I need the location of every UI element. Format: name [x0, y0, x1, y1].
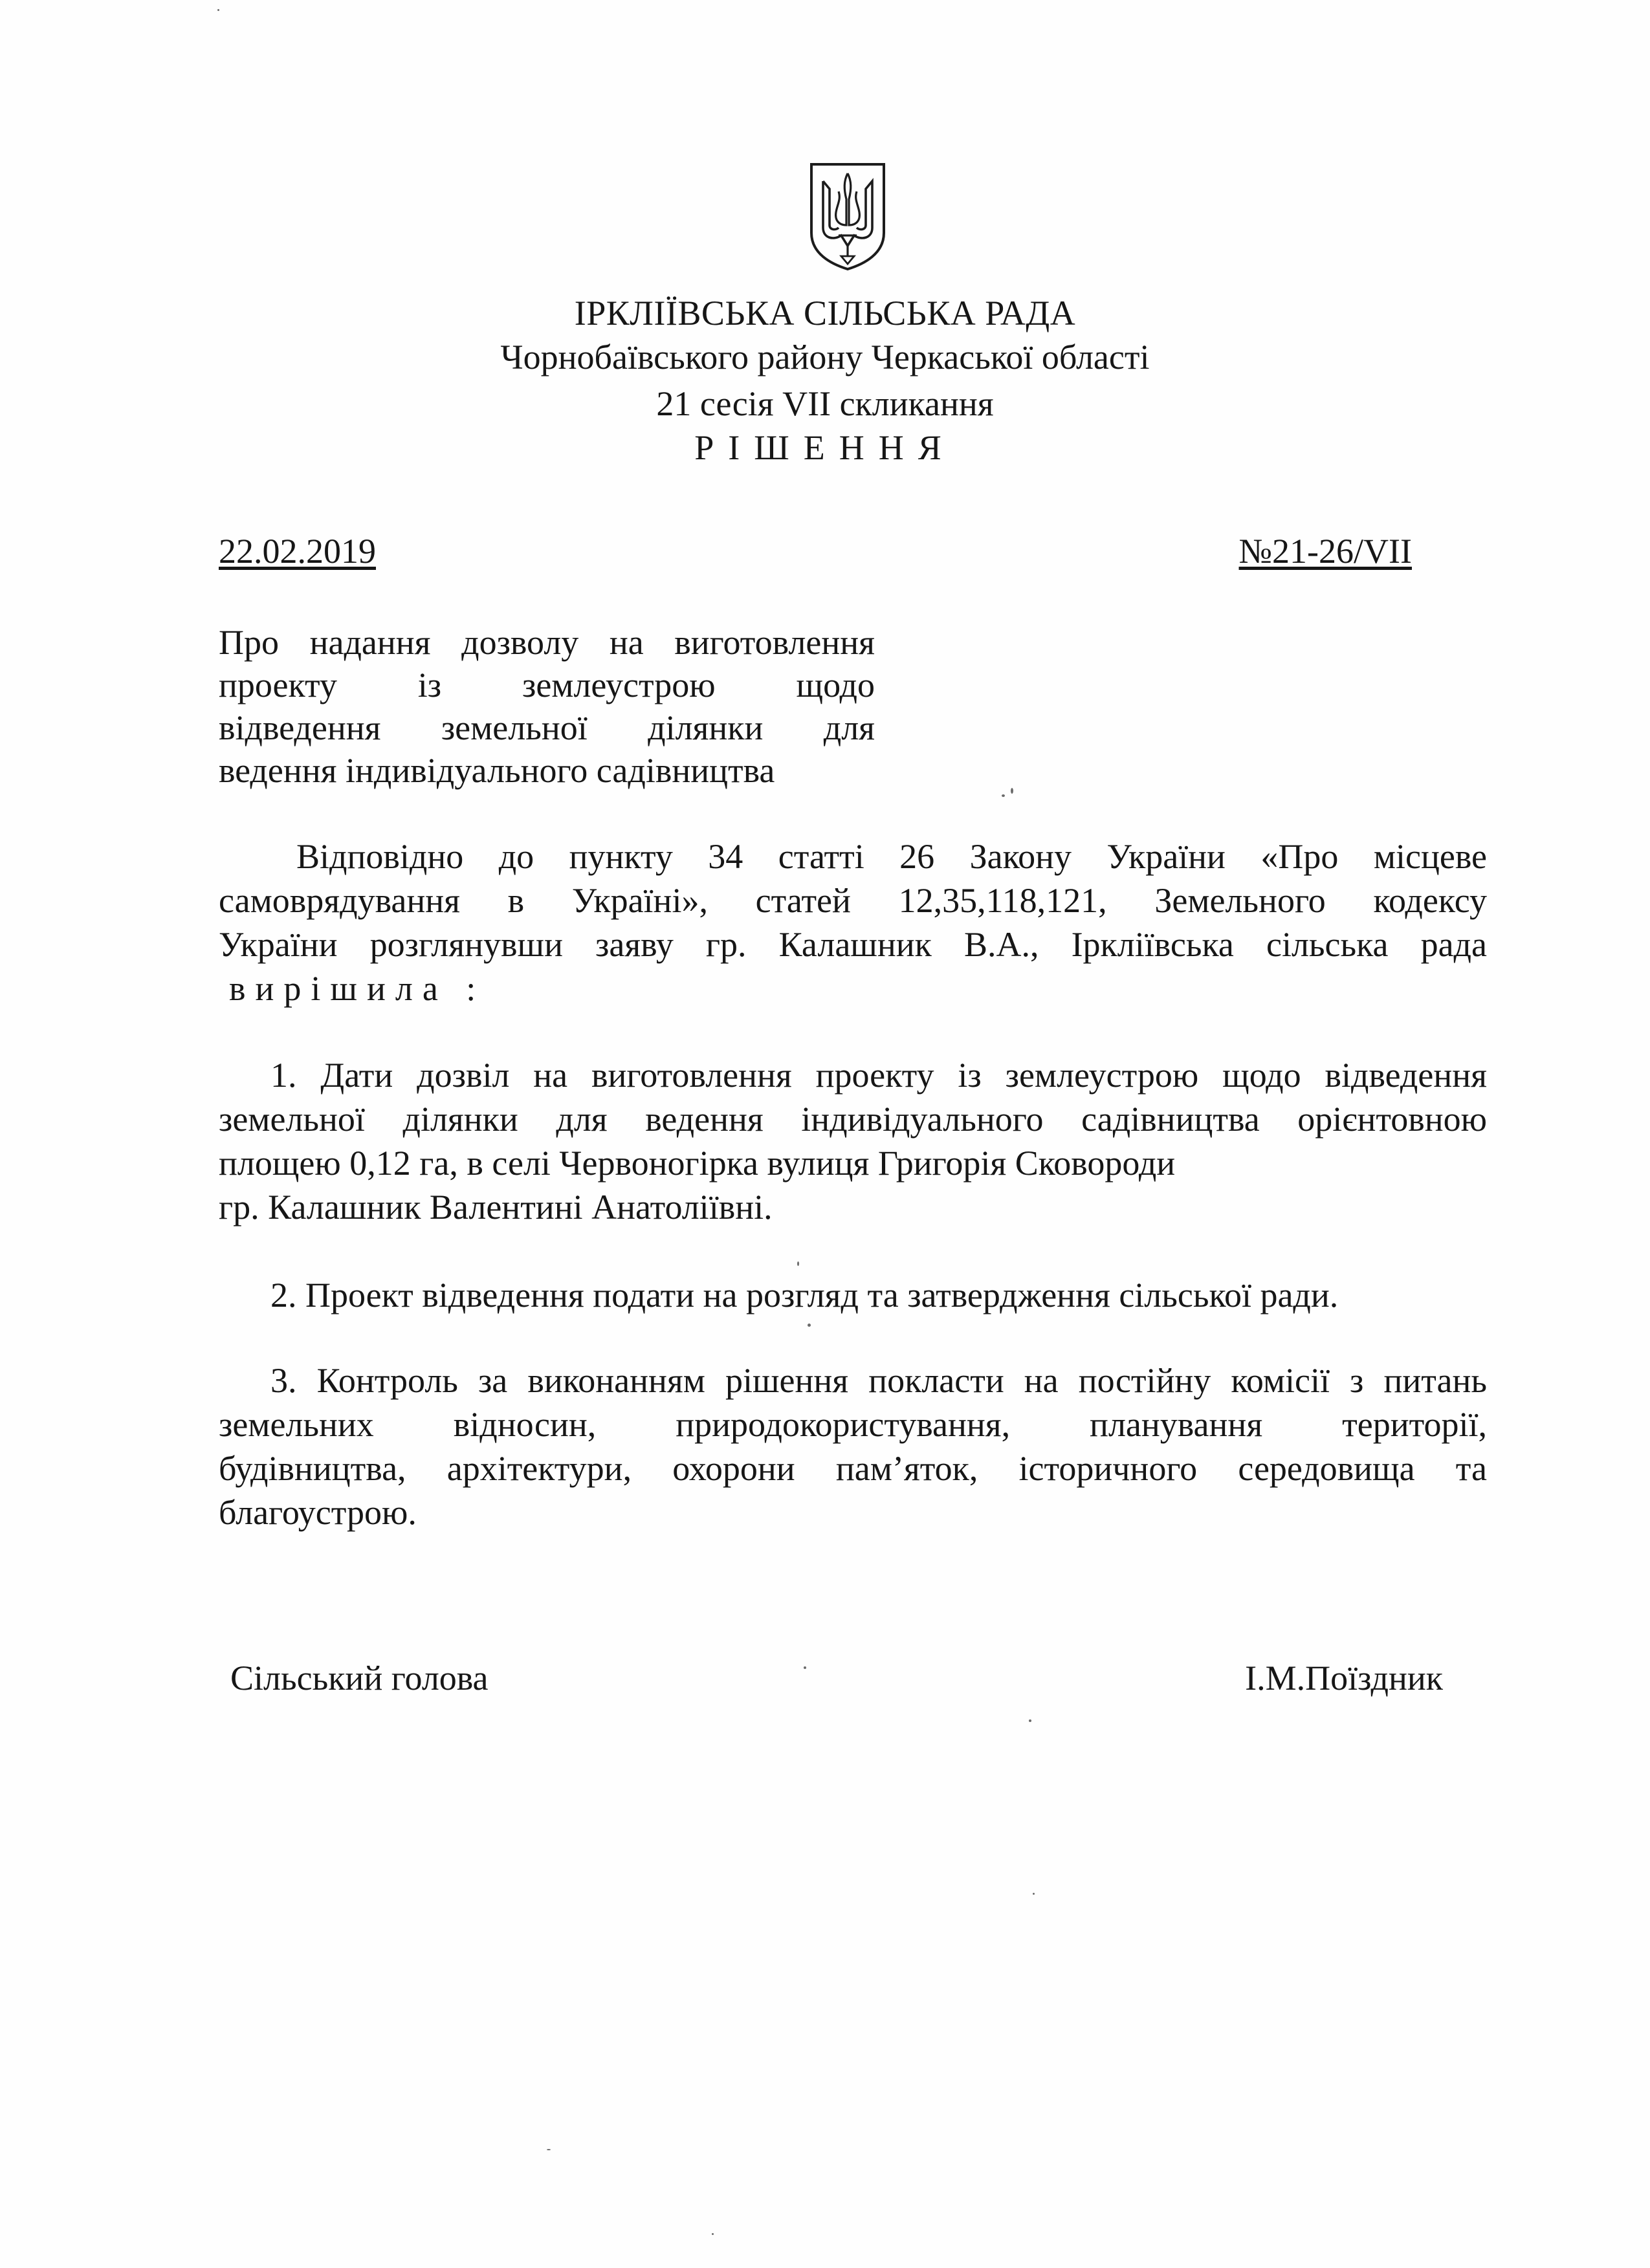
item-line: земельних відносин, природокористування, планування території,: [219, 1405, 1487, 1444]
decision-date: 22.02.2019: [219, 532, 376, 571]
item-line: 1. Дати дозвіл на виготовлення проекту із землеустрою щодо відведення: [270, 1056, 1487, 1095]
subject-line: проекту із землеустрою щодо: [219, 666, 875, 704]
subject-line: Про надання дозволу на виготовлення: [219, 623, 875, 662]
scan-speck: [1033, 1893, 1035, 1895]
scan-speck: [712, 2233, 714, 2235]
council-name: ІРКЛІЇВСЬКА СІЛЬСЬКА РАДА: [574, 294, 1076, 333]
preamble-line: Відповідно до пункту 34 статті 26 Закону України «Про місцеве: [296, 837, 1487, 876]
decision-subject: [219, 621, 875, 792]
decision-item-1: [219, 1053, 1487, 1229]
scan-speck: [797, 1261, 799, 1266]
signatory-title: Сільський голова: [230, 1659, 489, 1697]
decision-item-2: [219, 1273, 1487, 1317]
subject-line: ведення індивідуального садівництва: [219, 751, 775, 790]
item-line: 3. Контроль за виконанням рішення покласти на постійну комісії з питань: [270, 1361, 1487, 1400]
decision-item-3: [219, 1358, 1487, 1534]
coat-of-arms-icon: [808, 160, 888, 272]
scan-speck: [1029, 1719, 1031, 1722]
item-line: земельної ділянки для ведення індивідуального садівництва орієнтовною: [219, 1100, 1487, 1139]
decision-number: №21-26/VII: [1238, 532, 1412, 571]
scan-speck: [1011, 788, 1013, 794]
preamble-paragraph: [219, 834, 1487, 1010]
subject-line: відведення земельної ділянки для: [219, 708, 875, 747]
item-line: гр. Калашник Валентині Анатоліївні.: [219, 1188, 773, 1227]
signatory-name: І.М.Поїздник: [1245, 1659, 1443, 1697]
scan-speck: [1002, 794, 1005, 797]
district-line: Чорнобаївського району Черкаської області: [500, 338, 1150, 376]
item-line: площею 0,12 га, в селі Червоногірка вулиця Григорія Сковороди: [219, 1144, 1176, 1183]
scan-speck: [808, 1324, 811, 1327]
preamble-line: України розглянувши заяву гр. Калашник В.А., Ірклiївська сільська рада: [219, 925, 1487, 964]
scan-speck: [547, 2149, 551, 2150]
document-type-title: РІШЕННЯ: [694, 428, 956, 467]
item-line: благоустрою.: [219, 1493, 417, 1532]
resolved-keyword: вирішила :: [229, 969, 486, 1008]
preamble-line: самоврядування в Україні», статей 12,35,118,121, Земельного кодексу: [219, 881, 1487, 920]
scan-speck: [217, 9, 219, 11]
session-line: 21 сесія VII скликання: [656, 384, 994, 423]
item-line: 2. Проект відведення подати на розгляд та затвердження сільської ради.: [270, 1276, 1339, 1314]
scan-speck: [804, 1666, 806, 1669]
item-line: будівництва, архітектури, охорони пам’яток, історичного середовища та: [219, 1449, 1487, 1488]
